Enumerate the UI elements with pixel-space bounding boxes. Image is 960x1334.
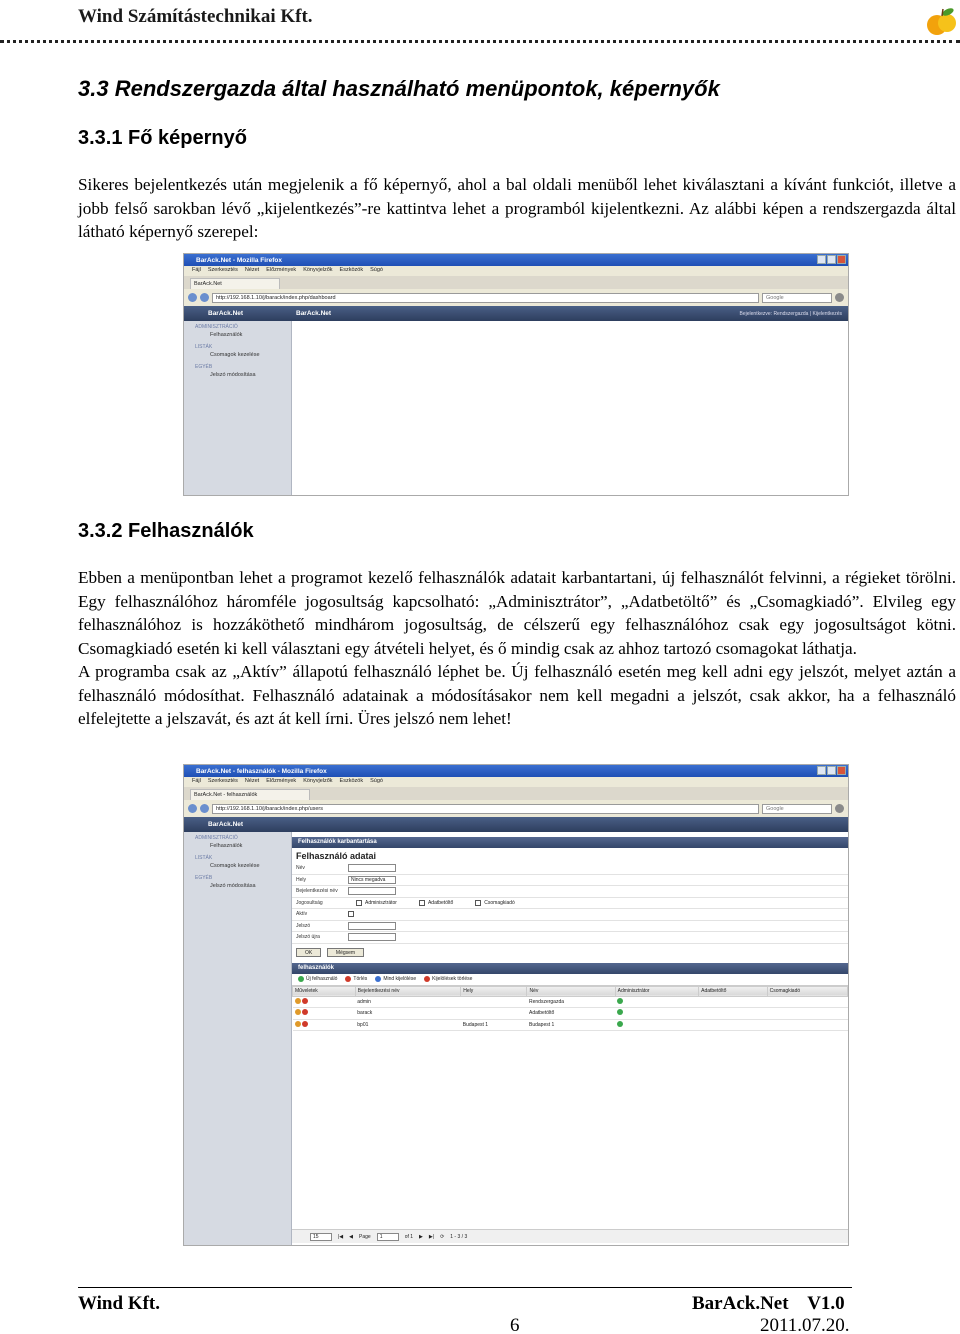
- check-icon: [617, 1021, 623, 1027]
- edit-icon[interactable]: [295, 1021, 301, 1027]
- cell-site: [461, 996, 527, 1008]
- cancel-button[interactable]: Mégsem: [327, 948, 364, 957]
- home-icon[interactable]: [835, 293, 844, 302]
- table-row[interactable]: [293, 1019, 848, 1031]
- app-header: [184, 817, 848, 832]
- footer-separator: [78, 1287, 852, 1288]
- paragraph-text: Sikeres bejelentkezés után megjelenik a fő képernyő, ahol a bal oldali menüből lehet kiválasztani a kívánt funkciót, illetve a jobb felső sarokban lévő „kijelentkezés”-re kattintva lehet a programból kijelentkezni. Az alábbi képen a rendszergazda által látható képernyő szerepel:: [78, 175, 956, 241]
- packer-checkbox-label: Csomagkiadó: [484, 899, 515, 906]
- sidebar-item-users[interactable]: Felhasználók: [210, 843, 243, 849]
- menu-history[interactable]: Előzmények: [266, 778, 297, 784]
- page-label: Page: [359, 1233, 371, 1240]
- table-row[interactable]: [293, 1008, 848, 1020]
- check-icon: [617, 998, 623, 1004]
- menu-history[interactable]: Előzmények: [266, 267, 297, 273]
- window-title: BarAck.Net - felhasználók - Mozilla Firefox: [196, 768, 327, 775]
- header-separator: [0, 40, 960, 43]
- sidebar-item-password[interactable]: Jelszó módosítása: [210, 372, 256, 378]
- delete-icon[interactable]: [302, 998, 308, 1004]
- edit-icon[interactable]: [295, 998, 301, 1004]
- home-icon[interactable]: [835, 804, 844, 813]
- user-info[interactable]: Bejelentkezve: Rendszergazda | Kijelentkezés: [739, 310, 842, 317]
- footer-company: Wind Kft.: [78, 1293, 161, 1314]
- address-bar[interactable]: http://192.168.1.10/j/barack/index.php/users: [212, 804, 759, 814]
- loader-checkbox[interactable]: [419, 900, 425, 906]
- packer-checkbox[interactable]: [475, 900, 481, 906]
- users-table: [292, 986, 848, 1032]
- menu-view[interactable]: Nézet: [244, 778, 260, 784]
- subsection-title-users: 3.3.2 Felhasználók: [78, 520, 254, 542]
- close-icon[interactable]: [837, 255, 846, 264]
- cell-site: Budapest 1: [461, 1019, 527, 1031]
- window-titlebar: [184, 765, 848, 777]
- cell-site: [461, 1008, 527, 1020]
- main-panel: [292, 837, 848, 1031]
- sidebar-item-packages[interactable]: Csomagok kezelése: [210, 863, 260, 869]
- name-label: Név: [296, 865, 305, 872]
- menu-view[interactable]: Nézet: [244, 267, 260, 273]
- password-label: Jelszó: [296, 922, 311, 929]
- ok-button[interactable]: OK: [296, 948, 321, 957]
- menu-edit[interactable]: Szerkesztés: [207, 267, 238, 273]
- clear-selection-button[interactable]: Kijelölések törlése: [424, 976, 472, 982]
- delete-icon: [345, 976, 351, 982]
- address-bar[interactable]: http://192.168.1.10/j/barack/index.php/dashboard: [212, 293, 759, 303]
- list-title: felhasználók: [292, 963, 848, 974]
- table-row[interactable]: [293, 996, 848, 1008]
- cell-name: Adatbetöltő: [527, 1008, 615, 1020]
- column-header[interactable]: Hely: [461, 986, 527, 996]
- app-brand: BarAck.Net: [208, 310, 244, 317]
- browser-tab[interactable]: BarAck.Net - felhasználók: [190, 789, 310, 800]
- menu-file[interactable]: Fájl: [192, 267, 201, 273]
- subsection-title-main-screen: 3.3.1 Fő képernyő: [78, 127, 247, 149]
- last-page-icon[interactable]: ▶|: [428, 1233, 435, 1240]
- app-header: [184, 306, 848, 321]
- back-icon[interactable]: [188, 804, 197, 813]
- paragraph-text: Ebben a menüpontban lehet a programot kezelő felhasználók adatait karbantartani, új felhasználót felvinni, a régieket törölni. Egy felhasználóhoz háromféle jogosultság kapcsolható: „Adminisztrátor”, „Adatbetöltő” és „Csomagkiadó”. Elvileg egy felhasználóhoz is hozzáköthető mindhárom jogosultság, de célszerű egy felhasználóhoz csak egy jogosultságot kötni. Csomagkiadó esetén ki kell választani egy átvételi helyet, és ő mindig csak az ahhoz tartozó csomagokat láthatja.: [78, 568, 956, 658]
- password2-field[interactable]: [348, 933, 396, 941]
- users-paragraph: [78, 566, 956, 731]
- column-header[interactable]: Adatbetöltő: [699, 986, 767, 996]
- forward-icon[interactable]: [200, 293, 209, 302]
- per-page-select[interactable]: 15: [310, 1233, 332, 1241]
- delete-button[interactable]: Törlés: [345, 976, 367, 982]
- admin-checkbox-label: Adminisztrátor: [365, 899, 397, 906]
- footer-product: BarAck.Net V1.0: [692, 1293, 845, 1314]
- active-checkbox[interactable]: [348, 911, 354, 917]
- sidebar-item-password[interactable]: Jelszó módosítása: [210, 883, 256, 889]
- search-input[interactable]: Google: [762, 293, 832, 303]
- menu-bookmarks[interactable]: Könyvjelzők: [303, 267, 333, 273]
- prev-page-icon[interactable]: ◀: [349, 1233, 354, 1240]
- menu-file[interactable]: Fájl: [192, 778, 201, 784]
- password-field[interactable]: [348, 922, 396, 930]
- paragraph-text: A programba csak az „Aktív” állapotú felhasználó léphet be. Új felhasználó esetén meg kell adni egy jelszót, melyet aztán a felhasználó módosíthat. Felhasználó adatainak a módosításakor nem kell megadni a jelszót, csak akkor, ha a felhasználó elfelejtette a jelszavát, és azt át kell írni. Üres jelszó nem lehet!: [78, 662, 956, 728]
- admin-checkbox[interactable]: [356, 900, 362, 906]
- menu-tools[interactable]: Eszközök: [339, 778, 364, 784]
- clear-icon: [424, 976, 430, 982]
- check-icon: [617, 1009, 623, 1015]
- sidebar-item-packages[interactable]: Csomagok kezelése: [210, 352, 260, 358]
- sidebar: [184, 321, 292, 495]
- sidebar-section-admin: ADMINISZTRÁCIÓ: [195, 835, 238, 841]
- footer-date: 2011.07.20.: [760, 1315, 850, 1334]
- page-count: of 1: [404, 1233, 414, 1240]
- minimize-icon[interactable]: [817, 766, 826, 775]
- menu-bookmarks[interactable]: Könyvjelzők: [303, 778, 333, 784]
- row-range: 1 - 3 / 3: [450, 1233, 468, 1240]
- window-title: BarAck.Net - Mozilla Firefox: [196, 257, 282, 264]
- sidebar-section-other: EGYÉB: [195, 364, 213, 370]
- rights-label: Jogosultság: [296, 899, 323, 906]
- column-header[interactable]: Adminisztrátor: [615, 986, 698, 996]
- menu-bar: [184, 266, 848, 276]
- site-label: Hely: [296, 876, 307, 883]
- loader-checkbox-label: Adatbetöltő: [427, 899, 454, 906]
- sidebar-item-users[interactable]: Felhasználók: [210, 332, 243, 338]
- menu-help[interactable]: Súgó: [370, 267, 383, 273]
- fruit-logo-icon: [924, 4, 958, 38]
- cell-login: bp01: [355, 1019, 461, 1031]
- navigation-bar: [184, 800, 848, 817]
- login-label: Bejelentkezési név: [296, 888, 338, 895]
- site-select[interactable]: Nincs megadva: [348, 876, 396, 884]
- name-field[interactable]: [348, 864, 396, 872]
- window-titlebar: [184, 254, 848, 266]
- sidebar: [184, 832, 292, 1245]
- delete-icon[interactable]: [302, 1009, 308, 1015]
- maximize-icon[interactable]: [827, 766, 836, 775]
- users-screenshot: [183, 764, 849, 1246]
- list-toolbar: [292, 974, 848, 986]
- minimize-icon[interactable]: [817, 255, 826, 264]
- cell-login: admin: [355, 996, 461, 1008]
- edit-icon[interactable]: [295, 1009, 301, 1015]
- document-header-company: Wind Számítástechnikai Kft.: [78, 6, 313, 27]
- column-header[interactable]: Név: [527, 986, 615, 996]
- maximize-icon[interactable]: [827, 255, 836, 264]
- active-label: Aktív: [296, 911, 308, 918]
- close-icon[interactable]: [837, 766, 846, 775]
- delete-icon[interactable]: [302, 1021, 308, 1027]
- menu-tools[interactable]: Eszközök: [339, 267, 364, 273]
- back-icon[interactable]: [188, 293, 197, 302]
- cell-login: barack: [355, 1008, 461, 1020]
- menu-edit[interactable]: Szerkesztés: [207, 778, 238, 784]
- cell-name: Rendszergazda: [527, 996, 615, 1008]
- pagination-bar: [292, 1229, 848, 1243]
- browser-tab[interactable]: BarAck.Net: [190, 278, 280, 289]
- select-all-icon: [375, 976, 381, 982]
- add-icon: [298, 976, 304, 982]
- app-title: BarAck.Net: [296, 310, 332, 317]
- form-title: Felhasználó adatai: [296, 851, 377, 861]
- search-input[interactable]: Google: [762, 804, 832, 814]
- page-number: 6: [510, 1315, 520, 1334]
- dashboard-screenshot: [183, 253, 849, 496]
- sidebar-section-admin: ADMINISZTRÁCIÓ: [195, 324, 238, 330]
- sidebar-section-lists: LISTÁK: [195, 344, 213, 350]
- login-field[interactable]: [348, 887, 396, 895]
- forward-icon[interactable]: [200, 804, 209, 813]
- sidebar-section-other: EGYÉB: [195, 875, 213, 881]
- page-input[interactable]: 1: [377, 1233, 399, 1241]
- main-screen-paragraph: [78, 173, 956, 244]
- column-header[interactable]: Műveletek: [293, 986, 356, 996]
- panel-title: Felhasználók karbantartása: [292, 837, 848, 848]
- column-header[interactable]: Bejelentkezési név: [355, 986, 461, 996]
- app-brand: BarAck.Net: [208, 821, 244, 828]
- navigation-bar: [184, 289, 848, 306]
- select-all-button[interactable]: Mind kijelölése: [375, 976, 416, 982]
- cell-name: Budapest 1: [527, 1019, 615, 1031]
- refresh-icon[interactable]: ⟳: [440, 1233, 445, 1240]
- next-page-icon[interactable]: ▶: [419, 1233, 423, 1240]
- first-page-icon[interactable]: |◀: [338, 1233, 344, 1240]
- section-title: 3.3 Rendszergazda által használható menüpontok, képernyők: [78, 76, 720, 101]
- menu-bar: [184, 777, 848, 787]
- sidebar-section-lists: LISTÁK: [195, 855, 213, 861]
- new-user-button[interactable]: Új felhasználó: [298, 976, 337, 982]
- password2-label: Jelszó újra: [296, 934, 320, 941]
- column-header[interactable]: Csomagkiadó: [767, 986, 847, 996]
- menu-help[interactable]: Súgó: [370, 778, 383, 784]
